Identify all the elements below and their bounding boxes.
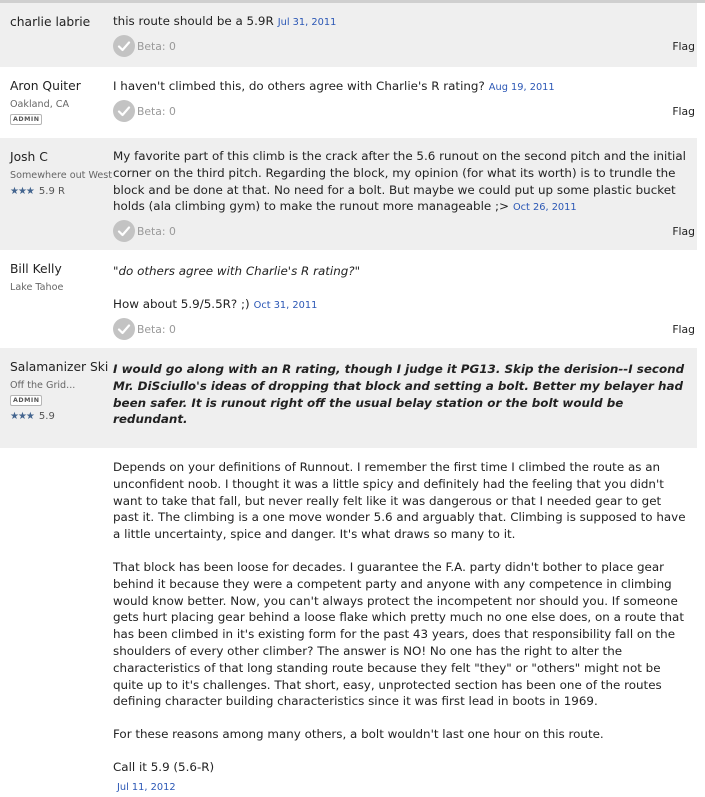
flag-link[interactable]: Flag bbox=[672, 323, 695, 336]
beta-count: Beta: 0 bbox=[137, 40, 176, 53]
star-rating-icon: ★★★ bbox=[10, 186, 34, 197]
beta-row bbox=[113, 35, 695, 57]
comment-date-link[interactable]: Jul 31, 2011 bbox=[277, 17, 337, 28]
comment-date-row bbox=[113, 778, 686, 797]
comment-date-link[interactable]: Oct 26, 2011 bbox=[512, 202, 577, 214]
beta-vote-button[interactable] bbox=[113, 318, 135, 340]
admin-badge: ADMIN bbox=[10, 114, 42, 125]
admin-badge: ADMIN bbox=[10, 395, 42, 406]
comment-quote-body bbox=[113, 361, 686, 428]
comment-paragraph-4: Call it 5.9 (5.6-R) bbox=[113, 759, 215, 774]
star-rating-icon: ★★★ bbox=[10, 411, 34, 422]
comment-text: How about 5.9/5.5R? ;) bbox=[113, 296, 250, 311]
comment-1 bbox=[0, 3, 697, 67]
comment-5-continued-body bbox=[113, 459, 686, 797]
comment-paragraph-3: For these reasons among many others, a bolt wouldn't last one hour on this route. bbox=[113, 727, 604, 742]
comment-2 bbox=[0, 67, 697, 138]
author-rating bbox=[10, 411, 110, 422]
flag-link[interactable]: Flag bbox=[672, 40, 695, 53]
comment-paragraph bbox=[113, 296, 686, 315]
comment-author-block bbox=[10, 262, 110, 293]
beta-count: Beta: 0 bbox=[137, 225, 176, 238]
beta-vote-button[interactable] bbox=[113, 220, 135, 242]
author-location: Lake Tahoe bbox=[10, 282, 64, 293]
comment-paragraph-2: That block has been loose for decades. I guarantee the F.A. party didn't bother to place gear behind it because they were a competent party and anyone with any competence in climbing would know better. Now, you can't always protect the incompetent nor should you. If someone gets hurt placing gear behind a loose flake which pretty much no one else does, on a route that has been climbed in it's existing form for the past 43 years, does that responsibility fall on the shoulders of every other climber? The answer is NO! No one has the right to alter the characteristics of that long standing route because they felt "they" or "others" might not be quite up to it's challenges. That short, easy, unprotected section has been one of the routes defining character building characteristics since it was first lead in boots in 1969. bbox=[113, 559, 684, 709]
comment-text: I haven't climbed this, do others agree with Charlie's R rating? bbox=[113, 79, 485, 93]
grade-text: 5.9 R bbox=[38, 186, 65, 197]
quoted-text: "do others agree with Charlie's R rating?" bbox=[113, 264, 361, 278]
comment-body bbox=[113, 148, 686, 217]
comment-3 bbox=[0, 138, 697, 250]
comment-4 bbox=[0, 250, 697, 348]
comment-date-link[interactable]: Oct 31, 2011 bbox=[253, 299, 318, 311]
beta-row bbox=[113, 220, 695, 242]
author-name[interactable]: charlie labrie bbox=[10, 15, 91, 29]
comment-paragraph-1: Depends on your definitions of Runnout. I remember the first time I climbed the route as an unconfident noob. I thought it was a little spicy and definitely had the feeling that you didn't want to take that fall, but never really felt like it was dangerous or that I needed gear to get past it. The climbing is a one move wonder 5.6 and arguably that. Climbing is supposed to have a little uncertainty, spice and danger. It's what draws so many to it. bbox=[113, 460, 686, 542]
beta-count: Beta: 0 bbox=[137, 105, 176, 118]
comment-author-block bbox=[10, 150, 113, 197]
author-rating bbox=[10, 186, 110, 197]
checkmark-icon bbox=[113, 35, 135, 57]
comment-author-block bbox=[10, 360, 110, 422]
beta-row bbox=[113, 318, 695, 340]
flag-link[interactable]: Flag bbox=[672, 225, 695, 238]
flag-link[interactable]: Flag bbox=[672, 105, 695, 118]
comment-5 bbox=[0, 348, 697, 448]
author-location: Off the Grid... bbox=[10, 380, 76, 391]
comment-body bbox=[113, 78, 686, 97]
comment-body bbox=[113, 13, 686, 32]
checkmark-icon bbox=[113, 100, 135, 122]
beta-vote-button[interactable] bbox=[113, 35, 135, 57]
author-name[interactable]: Bill Kelly bbox=[10, 262, 62, 276]
beta-vote-button[interactable] bbox=[113, 100, 135, 122]
author-location: Oakland, CA bbox=[10, 99, 70, 110]
author-name[interactable]: Aron Quiter bbox=[10, 79, 81, 93]
checkmark-icon bbox=[113, 318, 135, 340]
grade-text: 5.9 bbox=[38, 411, 55, 422]
comment-date-link[interactable]: Jul 11, 2012 bbox=[117, 781, 176, 793]
author-name[interactable]: Salamanizer Ski bbox=[10, 360, 109, 374]
beta-count: Beta: 0 bbox=[137, 323, 176, 336]
comment-author-block bbox=[10, 79, 110, 125]
comment-date-link[interactable]: Aug 19, 2011 bbox=[488, 82, 555, 93]
author-location: Somewhere out West bbox=[10, 170, 113, 181]
bold-quote-paragraph: I would go along with an R rating, though I judge it PG13. Skip the derision--I second Mr. DiSciullo's ideas of dropping that block and setting a bolt. Better my belayer had been safer. It is runout right off the usual belay station or the bolt would be redundant. bbox=[113, 362, 685, 427]
comment-body bbox=[113, 263, 686, 315]
comment-author-block bbox=[10, 15, 110, 29]
comment-text: this route should be a 5.9R bbox=[113, 14, 274, 28]
comment-text: My favorite part of this climb is the crack after the 5.6 runout on the second pitch and the initial corner on the third pitch. Regarding the block, my opinion (for what its worth) is to trundle the block and be done at that. No need for a bolt. But maybe we could put up some plastic bucket holds (ala climbing gym) to make the runout more manageable ;> bbox=[113, 149, 686, 214]
checkmark-icon bbox=[113, 220, 135, 242]
author-name[interactable]: Josh C bbox=[10, 150, 48, 164]
beta-row bbox=[113, 100, 695, 122]
